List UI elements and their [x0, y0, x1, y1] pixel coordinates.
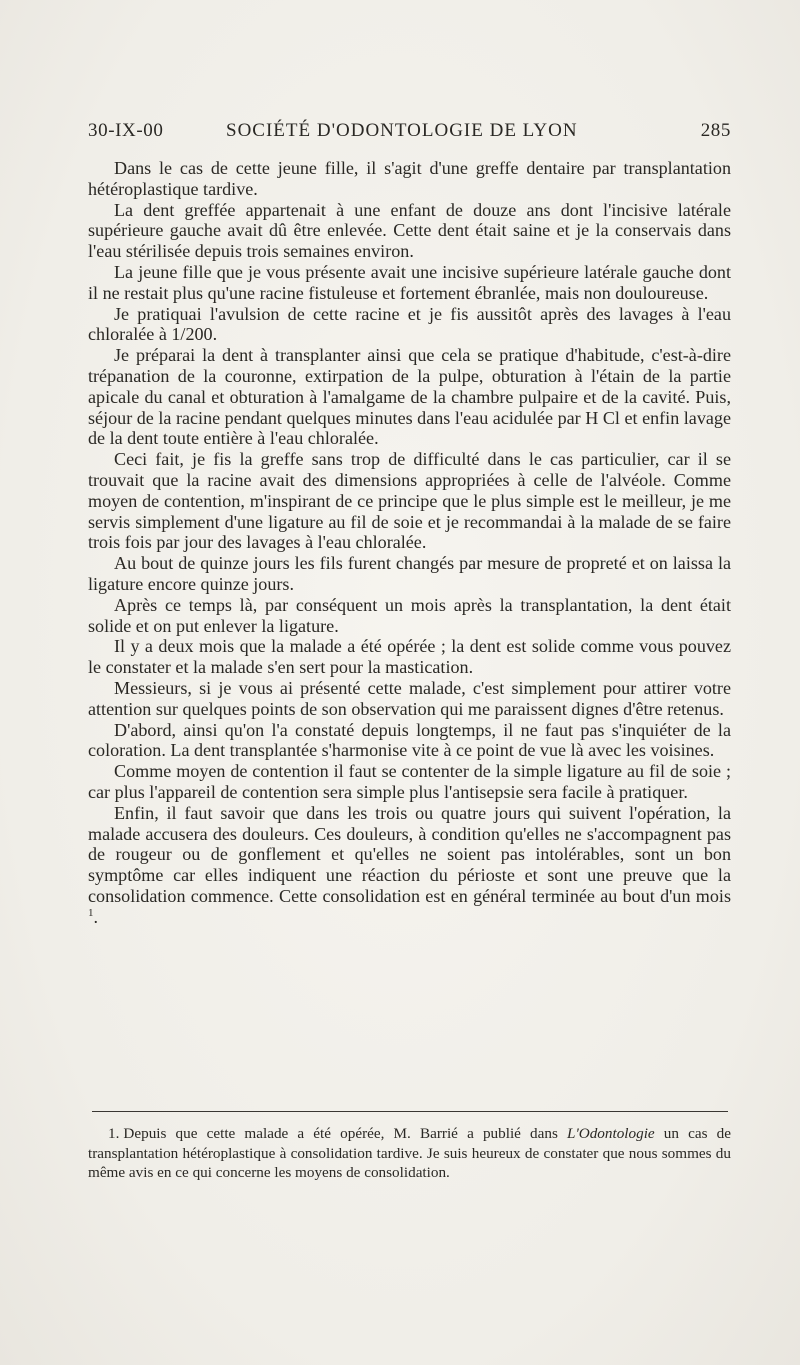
footnote-journal: L'Odontologie	[567, 1125, 655, 1142]
footnote-text-before: Depuis que cette malade a été opérée, M. Barrié a publié dans	[123, 1125, 558, 1142]
page-number: 285	[700, 120, 731, 141]
footnote-paragraph	[88, 1124, 731, 1183]
footnote-divider	[92, 1111, 728, 1112]
paragraph: Je pratiquai l'avulsion de cette racine et je fis aussitôt après des lavages à l'eau chloralée à 1/200.	[88, 303, 731, 345]
paragraph: Il y a deux mois que la malade a été opérée ; la dent est solide comme vous pouvez le constater et la malade s'en sert pour la mastication.	[88, 636, 731, 678]
paragraph: Je préparai la dent à transplanter ainsi que cela se pratique d'habitude, c'est-à-dire trépanation de la couronne, extirpation de la pulpe, obturation à l'étain de la partie apicale du canal et obturation à l'amalgame de la chambre pulpaire et de la cavité. Puis, séjour de la racine pendant quelques minutes dans l'eau acidulée par H Cl et enfin lavage de la dent toute entière à l'eau chloralée.	[88, 345, 731, 449]
paragraph: La jeune fille que je vous présente avait une incisive supérieure latérale gauche dont il ne restait plus qu'une racine fistuleuse et fortement ébranlée, mais non douloureuse.	[88, 261, 731, 303]
footnote-text-after: un cas de transplantation hétéroplastique à consolidation tardive. Je suis heureux de constater que nous sommes du même avis en ce qui concerne les moyens de consolidation.	[88, 1125, 731, 1182]
footnote-marker[interactable]: 1	[88, 906, 94, 919]
paragraph: La dent greffée appartenait à une enfant de douze ans dont l'incisive latérale supérieure gauche avait dû être enlevée. Cette dent était saine et je la conservais dans l'eau stérilisée depuis trois semaines environ.	[88, 199, 731, 262]
header-title: SOCIÉTÉ D'ODONTOLOGIE DE LYON	[226, 120, 578, 141]
paragraph: Dans le cas de cette jeune fille, il s'agit d'une greffe dentaire par transplantation hétéroplastique tardive.	[88, 158, 731, 199]
footnote	[88, 1124, 731, 1183]
paragraph: Comme moyen de contention il faut se contenter de la simple ligature au fil de soie ; car plus l'appareil de contention sera simple plus l'antisepsie sera facile à pratiquer.	[88, 761, 731, 802]
paragraph: D'abord, ainsi qu'on l'a constaté depuis longtemps, il ne faut pas s'inquiéter de la coloration. La dent transplantée s'harmonise vite à ce point de vue là avec les voisines.	[88, 719, 731, 761]
paragraph: Ceci fait, je fis la greffe sans trop de difficulté dans le cas particulier, car il se trouvait que la racine avait des dimensions appropriées à celle de l'alvéole. Comme moyen de contention, m'inspirant de ce principe que le plus simple est le meilleur, je me servis simplement d'une ligature au fil de soie et je recommandai à la malade de se faire trois fois par jour des lavages à l'eau chloralée.	[88, 449, 731, 553]
paragraph: Après ce temps là, par conséquent un mois après la transplantation, la dent était solide et on put enlever la ligature.	[88, 594, 731, 636]
paragraph-last: Enfin, il faut savoir que dans les trois ou quatre jours qui suivent l'opération, la malade accusera des douleurs. Ces douleurs, à condition qu'elles ne s'accompagnent pas de rougeur ou de gonflement et qu'elles ne soient pas intolérables, sont un bon symptôme car elles indiquent une réaction du périoste et sont une preuve que la consolidation commence. Cette consolidation est en général terminée au bout d'un mois $^1$.	[88, 802, 731, 927]
body-text	[88, 158, 731, 927]
paragraph: Au bout de quinze jours les fils furent changés par mesure de propreté et on laissa la ligature encore quinze jours.	[88, 553, 731, 594]
paragraph: Messieurs, si je vous ai présenté cette malade, c'est simplement pour attirer votre attention sur quelques points de son observation qui me paraissent dignes d'être retenus.	[88, 677, 731, 719]
paragraph-last-text: Enfin, il faut savoir que dans les trois ou quatre jours qui suivent l'opération, la malade accusera des douleurs. Ces douleurs, à condition qu'elles ne s'accompagnent pas de rougeur ou de gonflement et qu'elles ne soient pas intolérables, sont un bon symptôme car elles indiquent une réaction du périoste et sont une preuve que la consolidation commence. Cette consolidation est en général terminée au bout d'un mois	[88, 802, 731, 906]
header-date: 30-IX-00	[88, 120, 164, 141]
running-header	[88, 120, 731, 146]
footnote-number: 1.	[108, 1125, 120, 1142]
